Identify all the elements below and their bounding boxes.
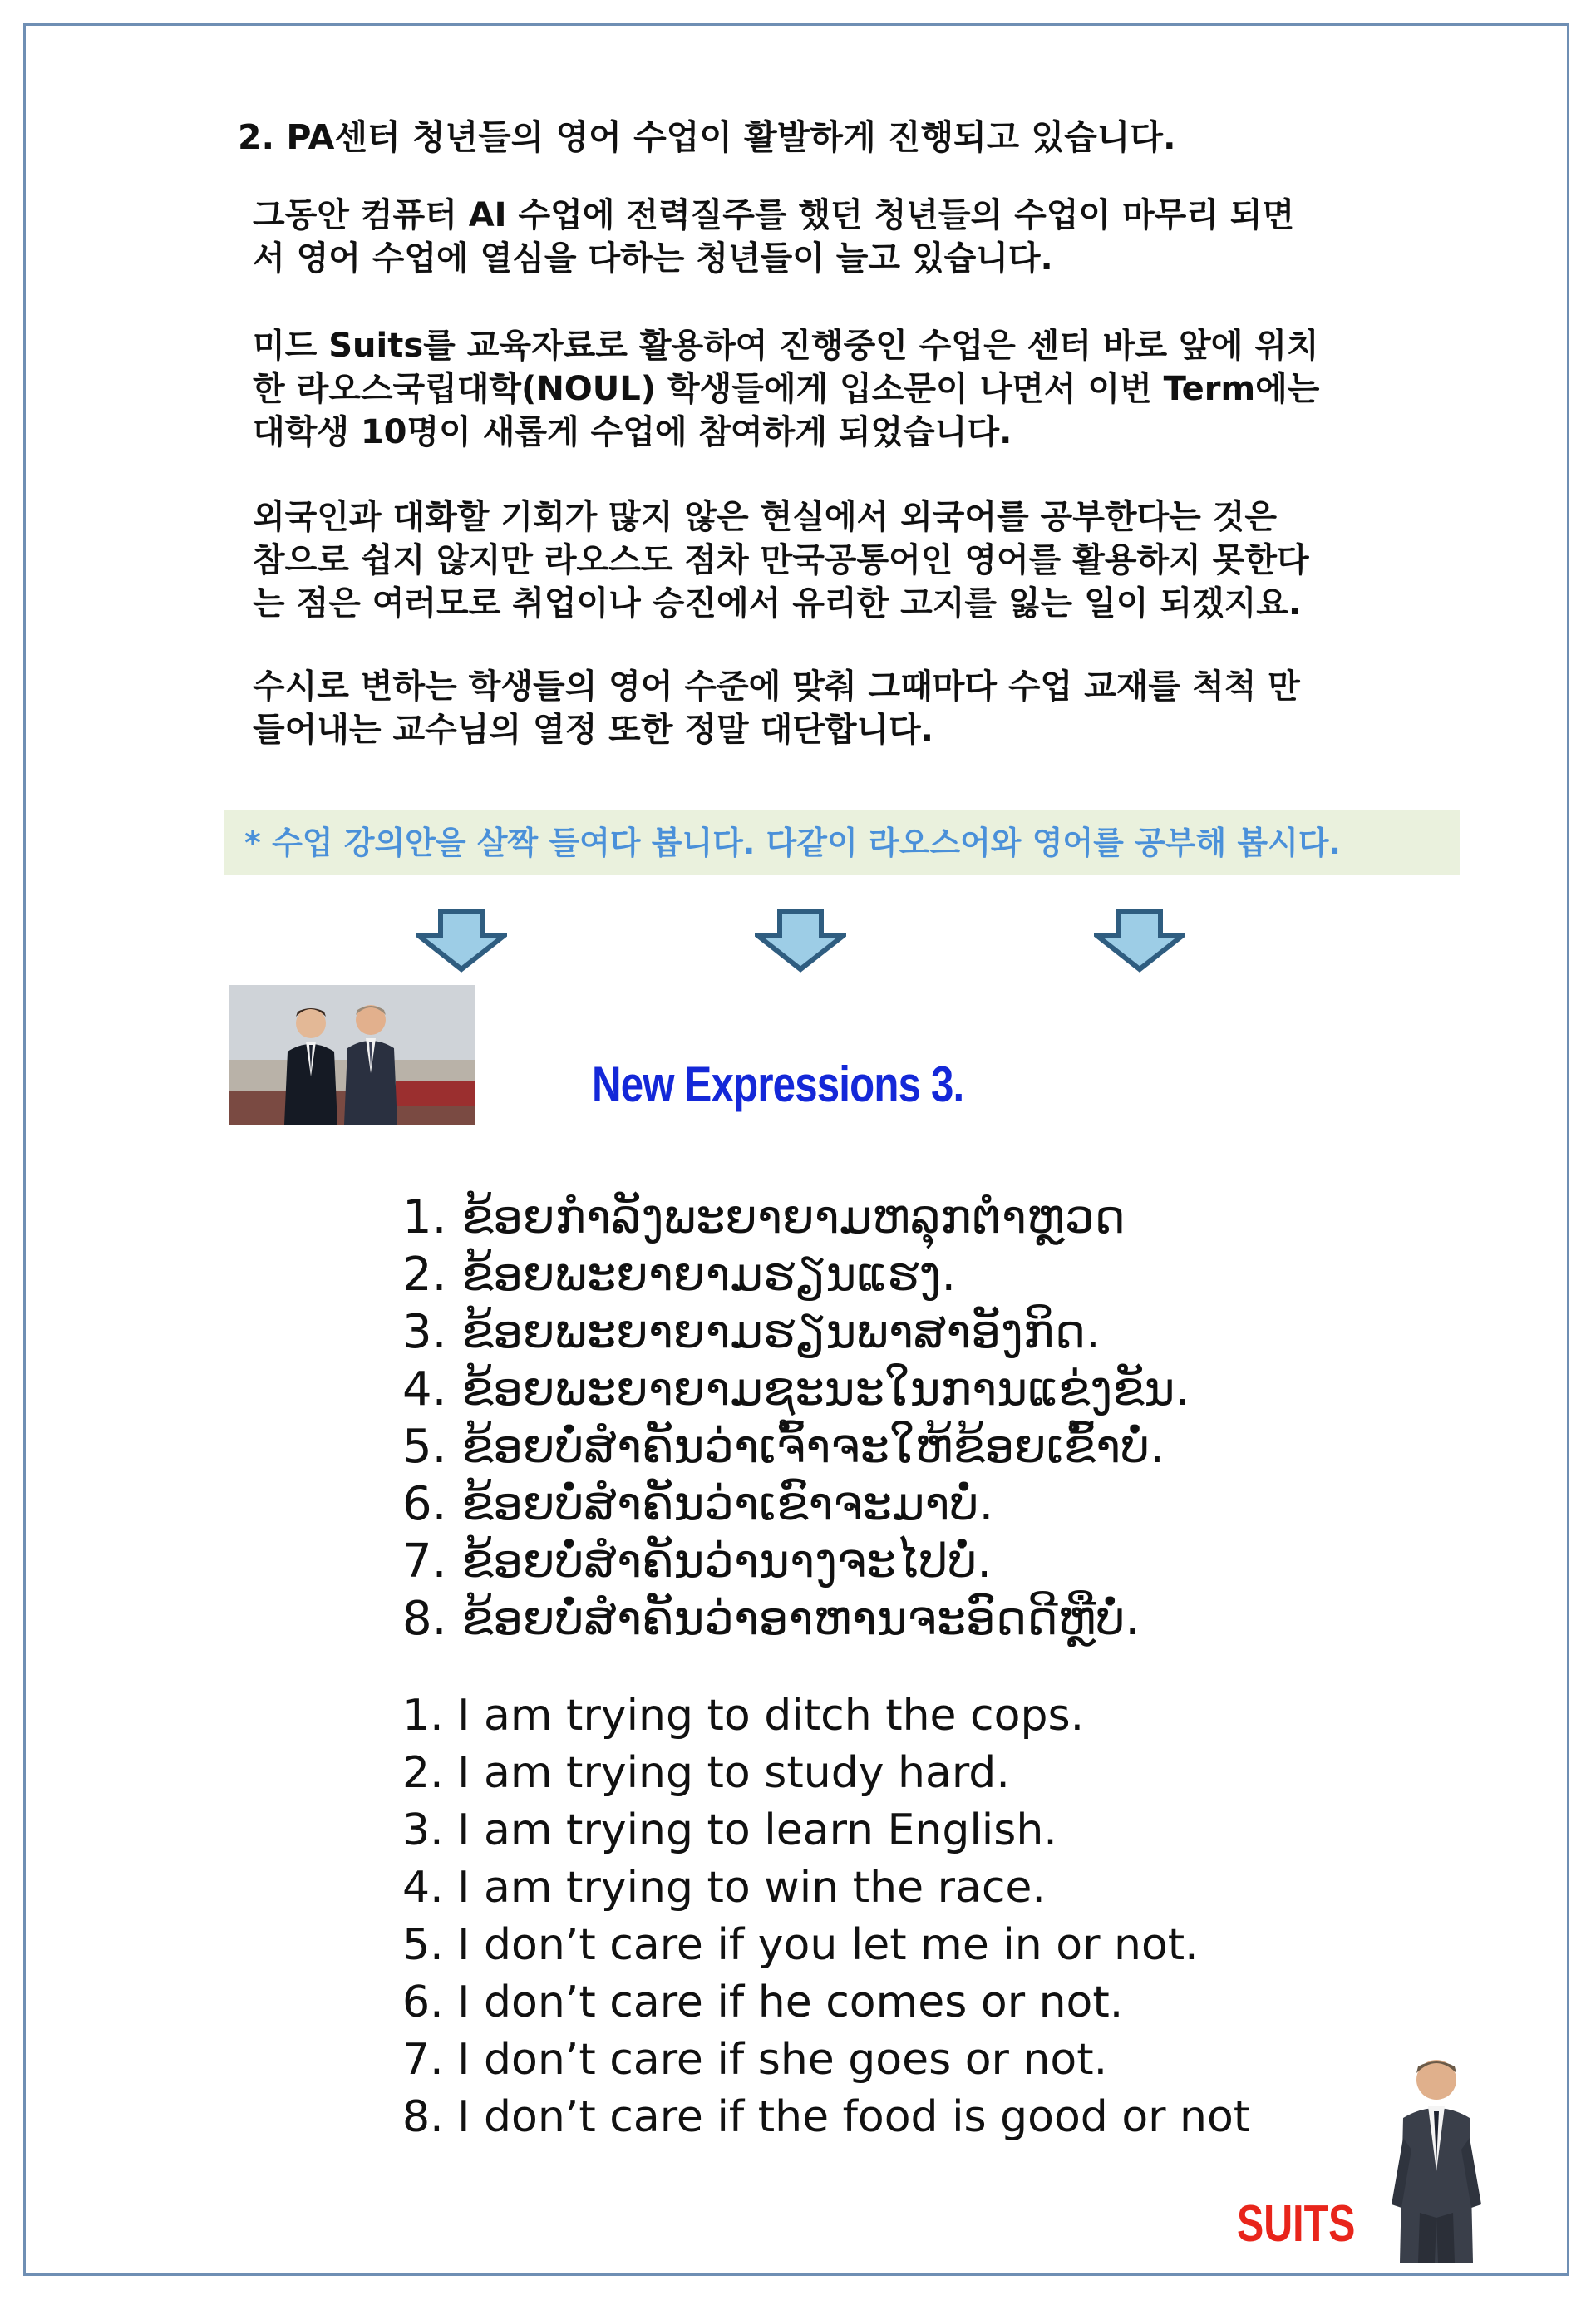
- suits-logo: SUITS: [1237, 2195, 1356, 2253]
- list-item: 3. I am trying to learn English.: [402, 1805, 1057, 1855]
- list-item: 3. ຂ້ອຍພະຍາຍາມຮຽນພາສາອັງກິດ.: [402, 1305, 1101, 1359]
- list-item: 8. ຂ້ອຍບໍ່ສຳຄັນວ່າອາຫານຈະອົດດີຫຼືບໍ່.: [402, 1592, 1140, 1646]
- lao-expression-list: [402, 1189, 1483, 1647]
- section-heading: 2. PA센터 청년들의 영어 수업이 활발하게 진행되고 있습니다.: [238, 117, 1176, 157]
- paragraph-ai-class: 그동안 컴퓨터 AI 수업에 전력질주를 했던 청년들의 수업이 마무리 되면 서 영어 수업에 열심을 다하는 청년들이 늘고 있습니다.: [253, 196, 1295, 278]
- list-item: 7. I don’t care if she goes or not.: [402, 2035, 1108, 2085]
- harvey-specter-photo: [1370, 2046, 1503, 2263]
- list-item: 4. I am trying to win the race.: [402, 1863, 1046, 1913]
- paragraph-professor: 수시로 변하는 학생들의 영어 수준에 맞춰 그때마다 수업 교재를 척척 만 들어내는 교수님의 열정 또한 정말 대단합니다.: [253, 667, 1300, 749]
- list-item: 1. ຂ້ອຍກຳລັງພະຍາຍາມຫລຸກຕຳຫຼວດ: [402, 1190, 1126, 1244]
- list-item: 5. ຂ້ອຍບໍ່ສຳຄັນວ່າເຈົ້າຈະໃຫ້ຂ້ອຍເຂົ້າບໍ່.: [402, 1420, 1165, 1474]
- paragraph-foreign-language: 외국인과 대화할 기회가 많지 않은 현실에서 외국어를 공부한다는 것은 참으로 쉽지 않지만 라오스도 점차 만국공통어인 영어를 활용하지 못한다 는 점은 여러모로 취업이나 승진에서 유리한 고지를 잃는 일이 되겠지요.: [253, 498, 1309, 623]
- list-item: 7. ຂ້ອຍບໍ່ສຳຄັນວ່ານາງຈະໄປບໍ່.: [402, 1534, 992, 1588]
- down-arrow-icon: [416, 908, 507, 973]
- list-item: 8. I don’t care if the food is good or not: [402, 2092, 1251, 2142]
- suits-characters-photo: [229, 985, 475, 1125]
- paragraph-suits-class: 미드 Suits를 교육자료로 활용하여 진행중인 수업은 센터 바로 앞에 위치 한 라오스국립대학(NOUL) 학생들에게 입소문이 나면서 이번 Term에는 대학생 10명이 새롭게 수업에 참여하게 되었습니다.: [253, 327, 1320, 451]
- list-item: 6. ຂ້ອຍບໍ່ສຳຄັນວ່າເຂົາຈະມາບໍ່.: [402, 1477, 994, 1531]
- down-arrow-icon: [755, 908, 846, 973]
- list-item: 5. I don’t care if you let me in or not.: [402, 1920, 1199, 1970]
- english-expression-list: [402, 1687, 1400, 2146]
- callout-box: * 수업 강의안을 살짝 들여다 봅니다. 다같이 라오스어와 영어를 공부해 봅시다.: [224, 810, 1460, 875]
- list-item: 2. I am trying to study hard.: [402, 1748, 1010, 1798]
- down-arrow-icon: [1094, 908, 1185, 973]
- list-item: 2. ຂ້ອຍພະຍາຍາມຮຽນແຮງ.: [402, 1248, 957, 1302]
- list-item: 4. ຂ້ອຍພະຍາຍາມຊະນະໃນການແຂ່ງຂັນ.: [402, 1362, 1190, 1416]
- list-item: 6. I don’t care if he comes or not.: [402, 1977, 1124, 2027]
- section-title: New Expressions 3.: [592, 1056, 964, 1112]
- list-item: 1. I am trying to ditch the cops.: [402, 1691, 1085, 1741]
